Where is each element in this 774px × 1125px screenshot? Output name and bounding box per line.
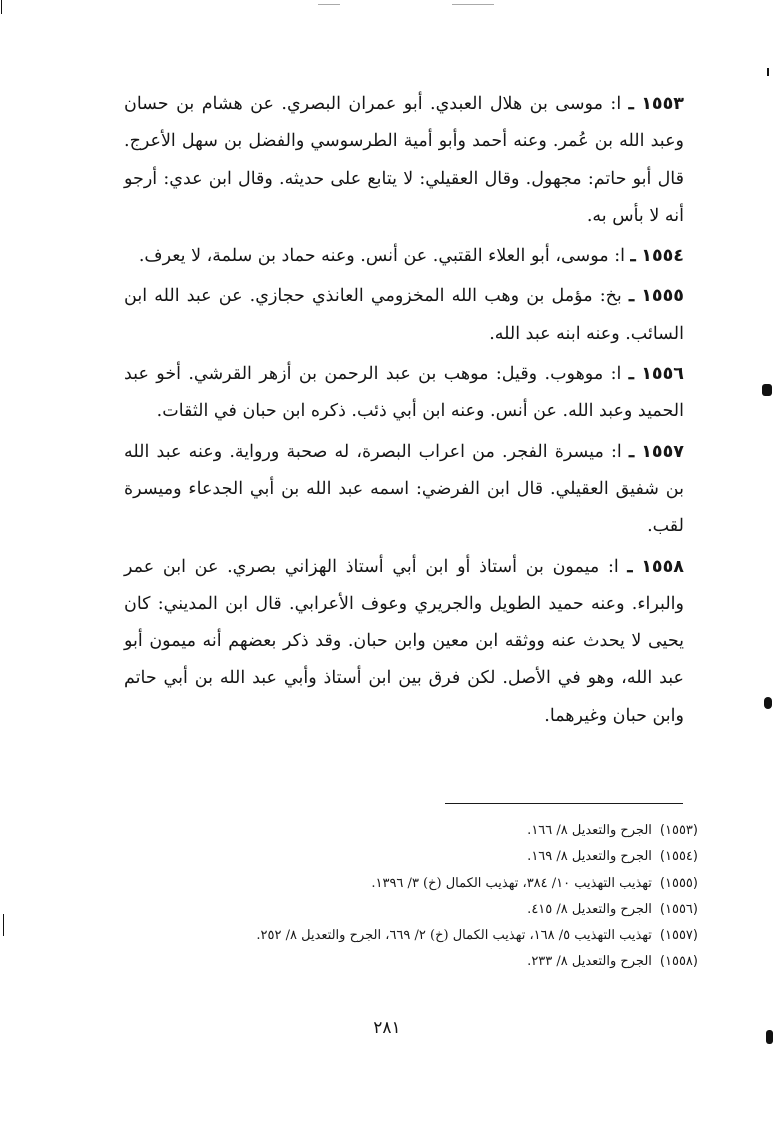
entry-1557: ١٥٥٧ ـ ا: ميسرة الفجر. من اعراب البصرة، له صحبة ورواية. وعنه عبد الله بن شفيق العقيلي. قال ابن الفرضي: اسمه عبد الله بن أبي الجدعاء وميسرة لقب. bbox=[124, 441, 684, 537]
footnotes bbox=[124, 818, 698, 976]
entry-text: ا: ميمون بن أستاذ أو ابن أبي أستاذ الهزاني بصري. عن ابن عمر والبراء. وعنه حميد الطويل والجريري وعوف الأعرابي. قال ابن المديني: كان يحيى لا يحدث عنه ووثقه ابن معين وابن حبان. وقد ذكر بعضهم أنه ميمون أبو عبد الله، وهو في الأصل. لكن فرق بين ابن أستاذ وأبي عبد الله بن أبي حاتم وابن حبان وغيرهما. bbox=[124, 556, 684, 726]
entry-text: ا: موسى بن هلال العبدي. أبو عمران البصري. عن هشام بن حسان وعبد الله بن عُمر. وعنه أحمد وأبو أمية الطرسوسي والفضل بن سهل الأعرج. قال أبو حاتم: مجهول. وقال العقيلي: لا يتابع على حديثه. وقال ابن عدي: أرجو أنه لا بأس به. bbox=[124, 94, 684, 226]
footnote-number: (١٥٥٨) bbox=[659, 954, 698, 970]
footnote bbox=[124, 949, 698, 975]
entry-text: ا: ميسرة الفجر. من اعراب البصرة، له صحبة ورواية. وعنه عبد الله بن شفيق العقيلي. قال ابن الفرضي: اسمه عبد الله بن أبي الجدعاء وميسرة لقب. bbox=[124, 441, 684, 537]
top-scan-mark bbox=[318, 4, 340, 5]
footnote-text: الجرح والتعديل ٨/ ١٦٦. bbox=[527, 823, 652, 838]
footnote-text: تهذيب التهذيب ١٠/ ٣٨٤، تهذيب الكمال (خ) ٣/ ١٣٩٦. bbox=[371, 875, 652, 891]
footnote-separator bbox=[445, 803, 683, 804]
entry-1553: ١٥٥٣ ـ ا: موسى بن هلال العبدي. أبو عمران البصري. عن هشام بن حسان وعبد الله بن عُمر. وعنه أحمد وأبو أمية الطرسوسي والفضل بن سهل الأعرج. قال أبو حاتم: مجهول. وقال العقيلي: لا يتابع على حديثه. وقال ابن عدي: أرجو أنه لا بأس به. bbox=[124, 94, 684, 226]
footnote-number: (١٥٥٥) bbox=[659, 875, 698, 891]
footnote bbox=[124, 897, 698, 923]
entry-1554: ١٥٥٤ ـ ا: موسى، أبو العلاء القتبي. عن أنس. وعنه حماد بن سلمة، لا يعرف. bbox=[138, 246, 684, 267]
entry-text: ا: موسى، أبو العلاء القتبي. عن أنس. وعنه حماد بن سلمة، لا يعرف. bbox=[138, 246, 625, 267]
page-number: ٢٨١ bbox=[373, 1018, 401, 1038]
footnote-number: (١٥٥٦) bbox=[659, 901, 698, 917]
entry-number: ١٥٥٥ bbox=[641, 286, 684, 307]
footnote bbox=[124, 871, 698, 897]
entry-1556: ١٥٥٦ ـ ا: موهوب. وقيل: موهب بن عبد الرحمن بن أزهر القرشي. أخو عبد الحميد وعبد الله. عن أنس. وعنه ابن أبي ذئب. ذكره ابن حبان في الثقات. bbox=[124, 364, 684, 422]
footnote-number: (١٥٥٣) bbox=[659, 823, 698, 838]
footnote-text: الجرح والتعديل ٨/ ٤١٥. bbox=[527, 901, 652, 917]
footnote bbox=[124, 923, 698, 949]
entry-1555: ١٥٥٥ ـ بخ: مؤمل بن وهب الله المخزومي العانذي حجازي. عن عبد الله ابن السائب. وعنه ابنه عبد الله. bbox=[124, 286, 684, 344]
footnote-text: الجرح والتعديل ٨/ ١٦٩. bbox=[527, 849, 652, 865]
scan-edge-mark bbox=[764, 697, 772, 709]
entries-body bbox=[124, 86, 684, 735]
entry-text: ا: موهوب. وقيل: موهب بن عبد الرحمن بن أزهر القرشي. أخو عبد الحميد وعبد الله. عن أنس. وعنه ابن أبي ذئب. ذكره ابن حبان في الثقات. bbox=[124, 364, 684, 422]
scan-edge-mark bbox=[3, 914, 4, 936]
entry-1558: ١٥٥٨ ـ ا: ميمون بن أستاذ أو ابن أبي أستاذ الهزاني بصري. عن ابن عمر والبراء. وعنه حميد الطويل والجريري وعوف الأعرابي. قال ابن المديني: كان يحيى لا يحدث عنه ووثقه ابن معين وابن حبان. وقد ذكر بعضهم أنه ميمون أبو عبد الله، وهو في الأصل. لكن فرق بين ابن أستاذ وأبي عبد الله بن أبي حاتم وابن حبان وغيرهما. bbox=[124, 556, 684, 726]
footnote bbox=[124, 818, 698, 844]
scan-edge-mark bbox=[762, 384, 772, 396]
entry-number: ١٥٥٧ bbox=[641, 441, 684, 462]
entry-number: ١٥٥٨ bbox=[641, 556, 684, 577]
top-scan-mark bbox=[452, 4, 494, 5]
footnote-number: (١٥٥٤) bbox=[659, 849, 698, 865]
footnote-text: تهذيب التهذيب ٥/ ١٦٨، تهذيب الكمال (خ) ٢/ ٦٦٩، الجرح والتعديل ٨/ ٢٥٢. bbox=[256, 928, 652, 944]
footnote bbox=[124, 844, 698, 870]
entry-number: ١٥٥٣ bbox=[641, 94, 684, 114]
footnote-number: (١٥٥٧) bbox=[659, 928, 698, 944]
scan-edge-mark bbox=[1, 0, 2, 14]
entry-number: ١٥٥٤ bbox=[641, 246, 684, 267]
footnote-text: الجرح والتعديل ٨/ ٢٣٣. bbox=[527, 954, 652, 970]
entry-text: بخ: مؤمل بن وهب الله المخزومي العانذي حجازي. عن عبد الله ابن السائب. وعنه ابنه عبد الله. bbox=[124, 286, 684, 344]
scan-edge-mark bbox=[767, 68, 769, 76]
entry-number: ١٥٥٦ bbox=[641, 364, 684, 385]
